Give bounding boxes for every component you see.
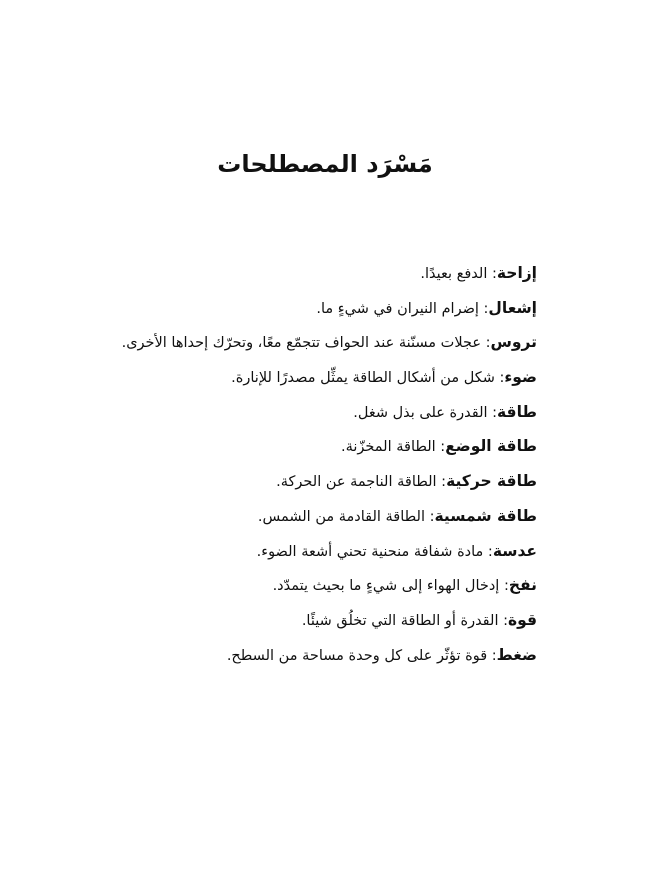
glossary-entry [67, 638, 537, 673]
page-title: مَسْرَد المصطلحات [217, 150, 433, 178]
glossary-definition: القدرة أو الطاقة التي تخلُق شيئًا. [301, 612, 499, 629]
glossary-separator: : [425, 508, 435, 525]
glossary-separator: : [487, 266, 497, 282]
glossary-term: طاقة الوضع [445, 437, 537, 456]
glossary-entry [67, 395, 537, 430]
glossary-term: طاقة حركية [446, 472, 537, 491]
glossary-entry [67, 464, 537, 499]
glossary-definition: الطاقة المخزّنة. [341, 439, 436, 456]
glossary-definition: شكل من أشكال الطاقة يمثِّل مصدرًا للإنارة. [231, 370, 495, 387]
glossary-definition: الطاقة الناجمة عن الحركة. [276, 474, 437, 491]
glossary-separator: : [498, 612, 508, 629]
glossary-term: قوة [507, 610, 537, 629]
glossary-separator: : [487, 404, 498, 421]
glossary-separator: : [499, 578, 509, 595]
glossary-separator: : [481, 335, 491, 352]
glossary-entry [67, 603, 537, 638]
glossary-term: إشعال [488, 298, 537, 317]
glossary-definition: الطاقة القادمة من الشمس. [257, 508, 425, 525]
glossary-entry [67, 360, 537, 395]
glossary-separator: : [478, 300, 489, 317]
glossary-definition: قوة تؤثّر على كل وحدة مساحة من السطح. [226, 647, 488, 664]
glossary-term: طاقة [497, 402, 537, 421]
glossary-term: إزاحة [496, 264, 537, 282]
glossary-term: طاقة شمسية [434, 506, 537, 525]
glossary-entry [67, 568, 537, 603]
glossary-definition: إدخال الهواء إلى شيءٍ ما بحيث يتمدّد. [272, 578, 500, 595]
glossary-entry [67, 429, 537, 464]
glossary-term: عدسة [492, 541, 537, 560]
glossary-definition: القدرة على بذل شغل. [353, 404, 488, 421]
glossary-separator: : [483, 543, 493, 560]
glossary-definition: الدفع بعيدًا. [420, 266, 488, 282]
glossary-entry [67, 291, 537, 326]
glossary-entry [67, 256, 537, 291]
glossary-separator: : [436, 474, 447, 491]
glossary-term: ضغط [496, 645, 537, 664]
glossary-separator: : [487, 647, 497, 664]
glossary-term: ضوء [504, 368, 537, 387]
glossary-entry [67, 534, 537, 569]
glossary-definition: مادة شفافة منحنية تحني أشعة الضوء. [256, 543, 484, 560]
glossary-list [67, 256, 537, 672]
glossary-definition: عجلات مسنّنة عند الحواف تتجمّع معًا، وتحرّك إحداها الأخرى. [121, 335, 481, 352]
glossary-term: نفخ [508, 576, 537, 595]
glossary-definition: إضرام النيران في شيءٍ ما. [316, 300, 479, 317]
glossary-separator: : [435, 439, 446, 456]
glossary-term: تروس [490, 333, 537, 352]
glossary-entry [67, 325, 537, 360]
glossary-separator: : [494, 370, 505, 387]
glossary-entry [67, 499, 537, 534]
